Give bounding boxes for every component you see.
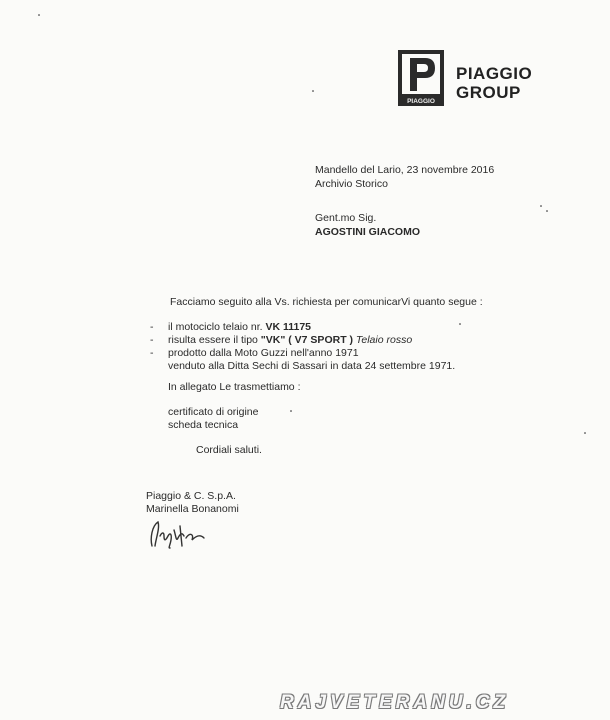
item-production: prodotto dalla Moto Guzzi nell'anno 1971	[168, 347, 359, 359]
scan-speck	[38, 14, 40, 16]
bullet-dash: -	[150, 334, 154, 346]
logo-small-text: PIAGGIO	[407, 98, 435, 105]
signatory-company: Piaggio & C. S.p.A.	[146, 490, 236, 502]
recipient-name: AGOSTINI GIACOMO	[315, 226, 420, 238]
signature-icon	[146, 516, 208, 550]
attachments-intro: In allegato Le trasmettiamo :	[168, 381, 301, 393]
brand-name: PIAGGIO	[456, 64, 533, 83]
place-date: Mandello del Lario, 23 novembre 2016	[315, 164, 495, 176]
intro-text: Facciamo seguito alla Vs. richiesta per comunicarVi quanto segue :	[170, 296, 483, 308]
brand-group: GROUP	[456, 83, 521, 102]
item-frame-number: il motociclo telaio nr. VK 11175	[168, 321, 312, 333]
scan-speck	[546, 210, 548, 212]
scan-speck	[312, 90, 314, 92]
attachment-item: scheda tecnica	[168, 419, 239, 431]
scan-speck	[540, 205, 542, 207]
item-model: risulta essere il tipo "VK" ( V7 SPORT ) Telaio rosso	[168, 334, 413, 346]
signatory-name: Marinella Bonanomi	[146, 503, 239, 515]
scan-speck	[584, 432, 586, 434]
piaggio-logo-icon	[398, 50, 444, 106]
closing: Cordiali saluti.	[196, 444, 262, 456]
salutation: Gent.mo Sig.	[315, 212, 377, 224]
bullet-dash: -	[150, 321, 154, 333]
site-watermark: RAJVETERANU.CZ	[280, 692, 510, 713]
bullet-dash: -	[150, 347, 154, 359]
item-sale: venduto alla Ditta Sechi di Sassari in data 24 settembre 1971.	[168, 360, 456, 372]
scan-speck	[290, 410, 292, 412]
department: Archivio Storico	[315, 178, 388, 190]
attachment-item: certificato di origine	[168, 406, 259, 418]
scan-speck	[459, 323, 461, 325]
